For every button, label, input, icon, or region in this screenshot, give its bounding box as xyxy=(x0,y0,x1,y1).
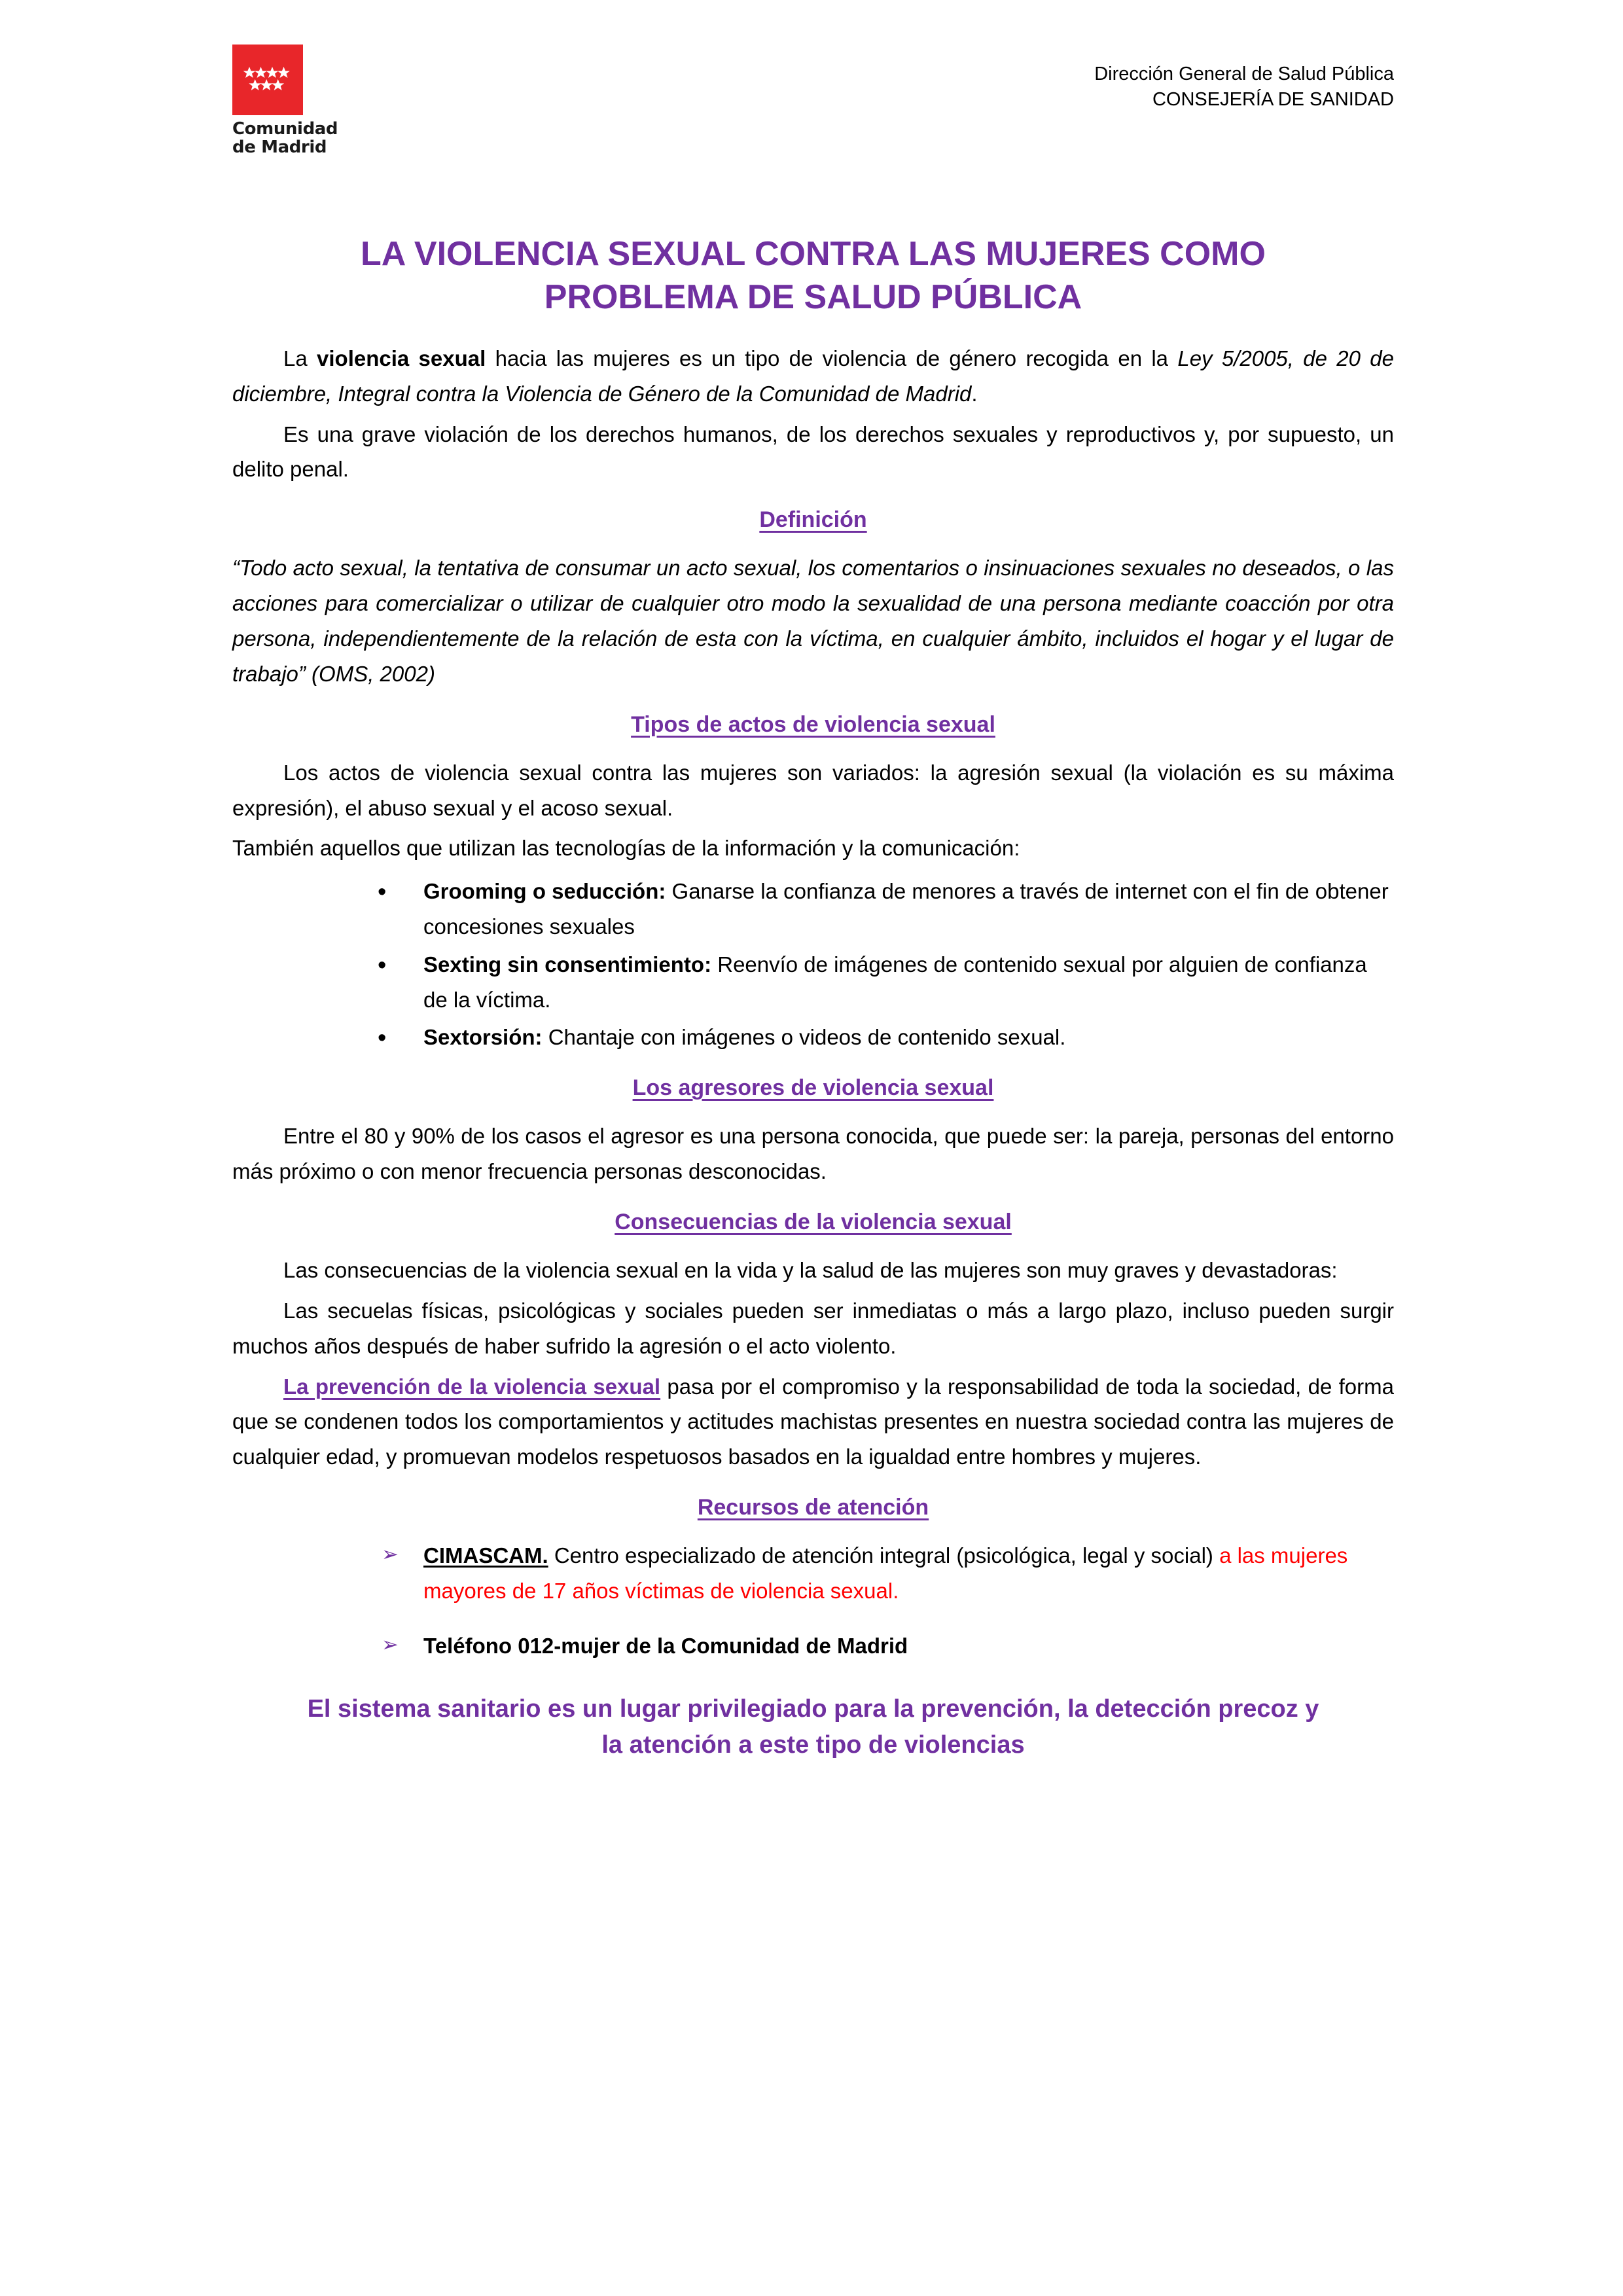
intro-p1-part-a: La xyxy=(283,346,317,371)
section-heading-definicion xyxy=(232,504,1394,536)
section-heading-definicion-text: Definición xyxy=(759,507,867,533)
definicion-quote-source: (OMS, 2002) xyxy=(305,661,435,686)
title-line-2: PROBLEMA DE SALUD PÚBLICA xyxy=(544,278,1082,317)
bullet-description: Reenvío de imágenes de contenido sexual por alguien de confianza de la víctima. xyxy=(423,952,1367,1012)
intro-p1-part-c: . xyxy=(971,381,978,406)
section-heading-consecuencias xyxy=(232,1206,1394,1238)
tipos-bullet-list xyxy=(232,874,1394,1055)
bullet-term: Grooming o seducción: xyxy=(423,879,666,904)
logo-line-2: de Madrid xyxy=(232,137,327,158)
bullet-description: Chantaje con imágenes o videos de contenido sexual. xyxy=(542,1025,1066,1050)
closing-line-2: la atención a este tipo de violencias xyxy=(601,1731,1025,1759)
recurso-telefono-term: Teléfono 012-mujer de la Comunidad de Madrid xyxy=(423,1633,908,1658)
list-item xyxy=(232,1538,1394,1609)
title-line-1: LA VIOLENCIA SEXUAL CONTRA LAS MUJERES COMO xyxy=(361,235,1266,273)
logo-wordmark xyxy=(232,120,350,156)
prevencion-text: pasa por el compromiso y la responsabilidad de toda la sociedad, de forma que se condenen todos los comportamientos y actitudes machistas presentes en nuestra sociedad contra las mujeres de cualquier edad, y promuevan modelos respetuosos basados en la igualdad entre hombres y mujeres. xyxy=(232,1374,1394,1469)
recurso-cimascam-term: CIMASCAM. xyxy=(423,1543,548,1568)
definicion-quote xyxy=(232,550,1394,691)
section-heading-recursos xyxy=(232,1492,1394,1524)
recurso-cimascam-highlight: a las mujeres mayores de 17 años víctimas de violencia sexual. xyxy=(423,1543,1348,1604)
intro-p1-law-reference: Ley 5/2005, de 20 de diciembre, Integral contra la Violencia de Género de la Comunidad de Madrid xyxy=(232,346,1394,406)
recursos-list xyxy=(232,1538,1394,1663)
list-item xyxy=(232,874,1394,944)
page-title xyxy=(232,232,1394,319)
header-department-info xyxy=(1094,45,1394,112)
consecuencias-paragraph-1: Las consecuencias de la violencia sexual en la vida y la salud de las mujeres son muy graves y devastadoras: xyxy=(283,1258,1338,1283)
list-item xyxy=(232,1020,1394,1055)
intro-p1-part-b: hacia las mujeres es un tipo de violencia de género recogida en la xyxy=(486,346,1178,371)
section-heading-agresores-text: Los agresores de violencia sexual xyxy=(632,1075,994,1101)
bullet-term: Sexting sin consentimiento: xyxy=(423,952,712,977)
intro-p1-bold: violencia sexual xyxy=(317,346,486,371)
closing-statement xyxy=(232,1691,1394,1763)
comunidad-de-madrid-logo xyxy=(232,45,350,156)
section-heading-tipos-text: Tipos de actos de violencia sexual xyxy=(631,711,995,737)
section-heading-tipos xyxy=(232,709,1394,741)
intro-paragraph-1 xyxy=(232,341,1394,412)
definicion-quote-text: “Todo acto sexual, la tentativa de consumar un acto sexual, los comentarios o insinuaciones sexuales no deseados, o las acciones para comercializar o utilizar de cualquier otro modo la sexualidad de una persona mediante coacción por otra persona, independientemente de la relación de esta con la víctima, en cualquier ámbito, incluidos el hogar y el lugar de trabajo” xyxy=(232,556,1394,686)
list-item xyxy=(232,1628,1394,1664)
page-header xyxy=(232,45,1394,156)
tipos-paragraph-1: Los actos de violencia sexual contra las mujeres son variados: la agresión sexual (la violación es su máxima expresión), el abuso sexual y el acoso sexual. xyxy=(232,760,1394,820)
section-heading-consecuencias-text: Consecuencias de la violencia sexual xyxy=(615,1210,1012,1235)
header-line-consejeria: CONSEJERÍA DE SANIDAD xyxy=(1152,88,1394,110)
recurso-cimascam-description: Centro especializado de atención integral (psicológica, legal y social) xyxy=(548,1543,1220,1568)
section-heading-agresores xyxy=(232,1072,1394,1104)
section-heading-recursos-text: Recursos de atención xyxy=(697,1495,929,1520)
prevencion-paragraph xyxy=(232,1369,1394,1475)
logo-line-1: Comunidad xyxy=(232,119,338,139)
intro-paragraph-2: Es una grave violación de los derechos humanos, de los derechos sexuales y reproductivos y, por supuesto, un delito penal. xyxy=(232,422,1394,482)
header-line-direccion: Dirección General de Salud Pública xyxy=(1094,63,1394,84)
bullet-term: Sextorsión: xyxy=(423,1025,543,1050)
document-body xyxy=(232,232,1394,1763)
bullet-description: Ganarse la confianza de menores a través de internet con el fin de obtener concesiones sexuales xyxy=(423,879,1389,939)
agresores-paragraph-1: Entre el 80 y 90% de los casos el agresor es una persona conocida, que puede ser: la pareja, personas del entorno más próximo o con menor frecuencia personas desconocidas. xyxy=(232,1124,1394,1184)
closing-line-1: El sistema sanitario es un lugar privilegiado para la prevención, la detección precoz y xyxy=(307,1695,1319,1723)
consecuencias-paragraph-2: Las secuelas físicas, psicológicas y sociales pueden ser inmediatas o más a largo plazo, incluso pueden surgir muchos años después de haber sufrido la agresión o el acto violento. xyxy=(232,1299,1394,1358)
tipos-paragraph-2: También aquellos que utilizan las tecnologías de la información y la comunicación: xyxy=(232,836,1020,861)
prevencion-inline-heading: La prevención de la violencia sexual xyxy=(283,1374,661,1399)
madrid-flag-icon xyxy=(232,45,303,115)
list-item xyxy=(232,947,1394,1018)
